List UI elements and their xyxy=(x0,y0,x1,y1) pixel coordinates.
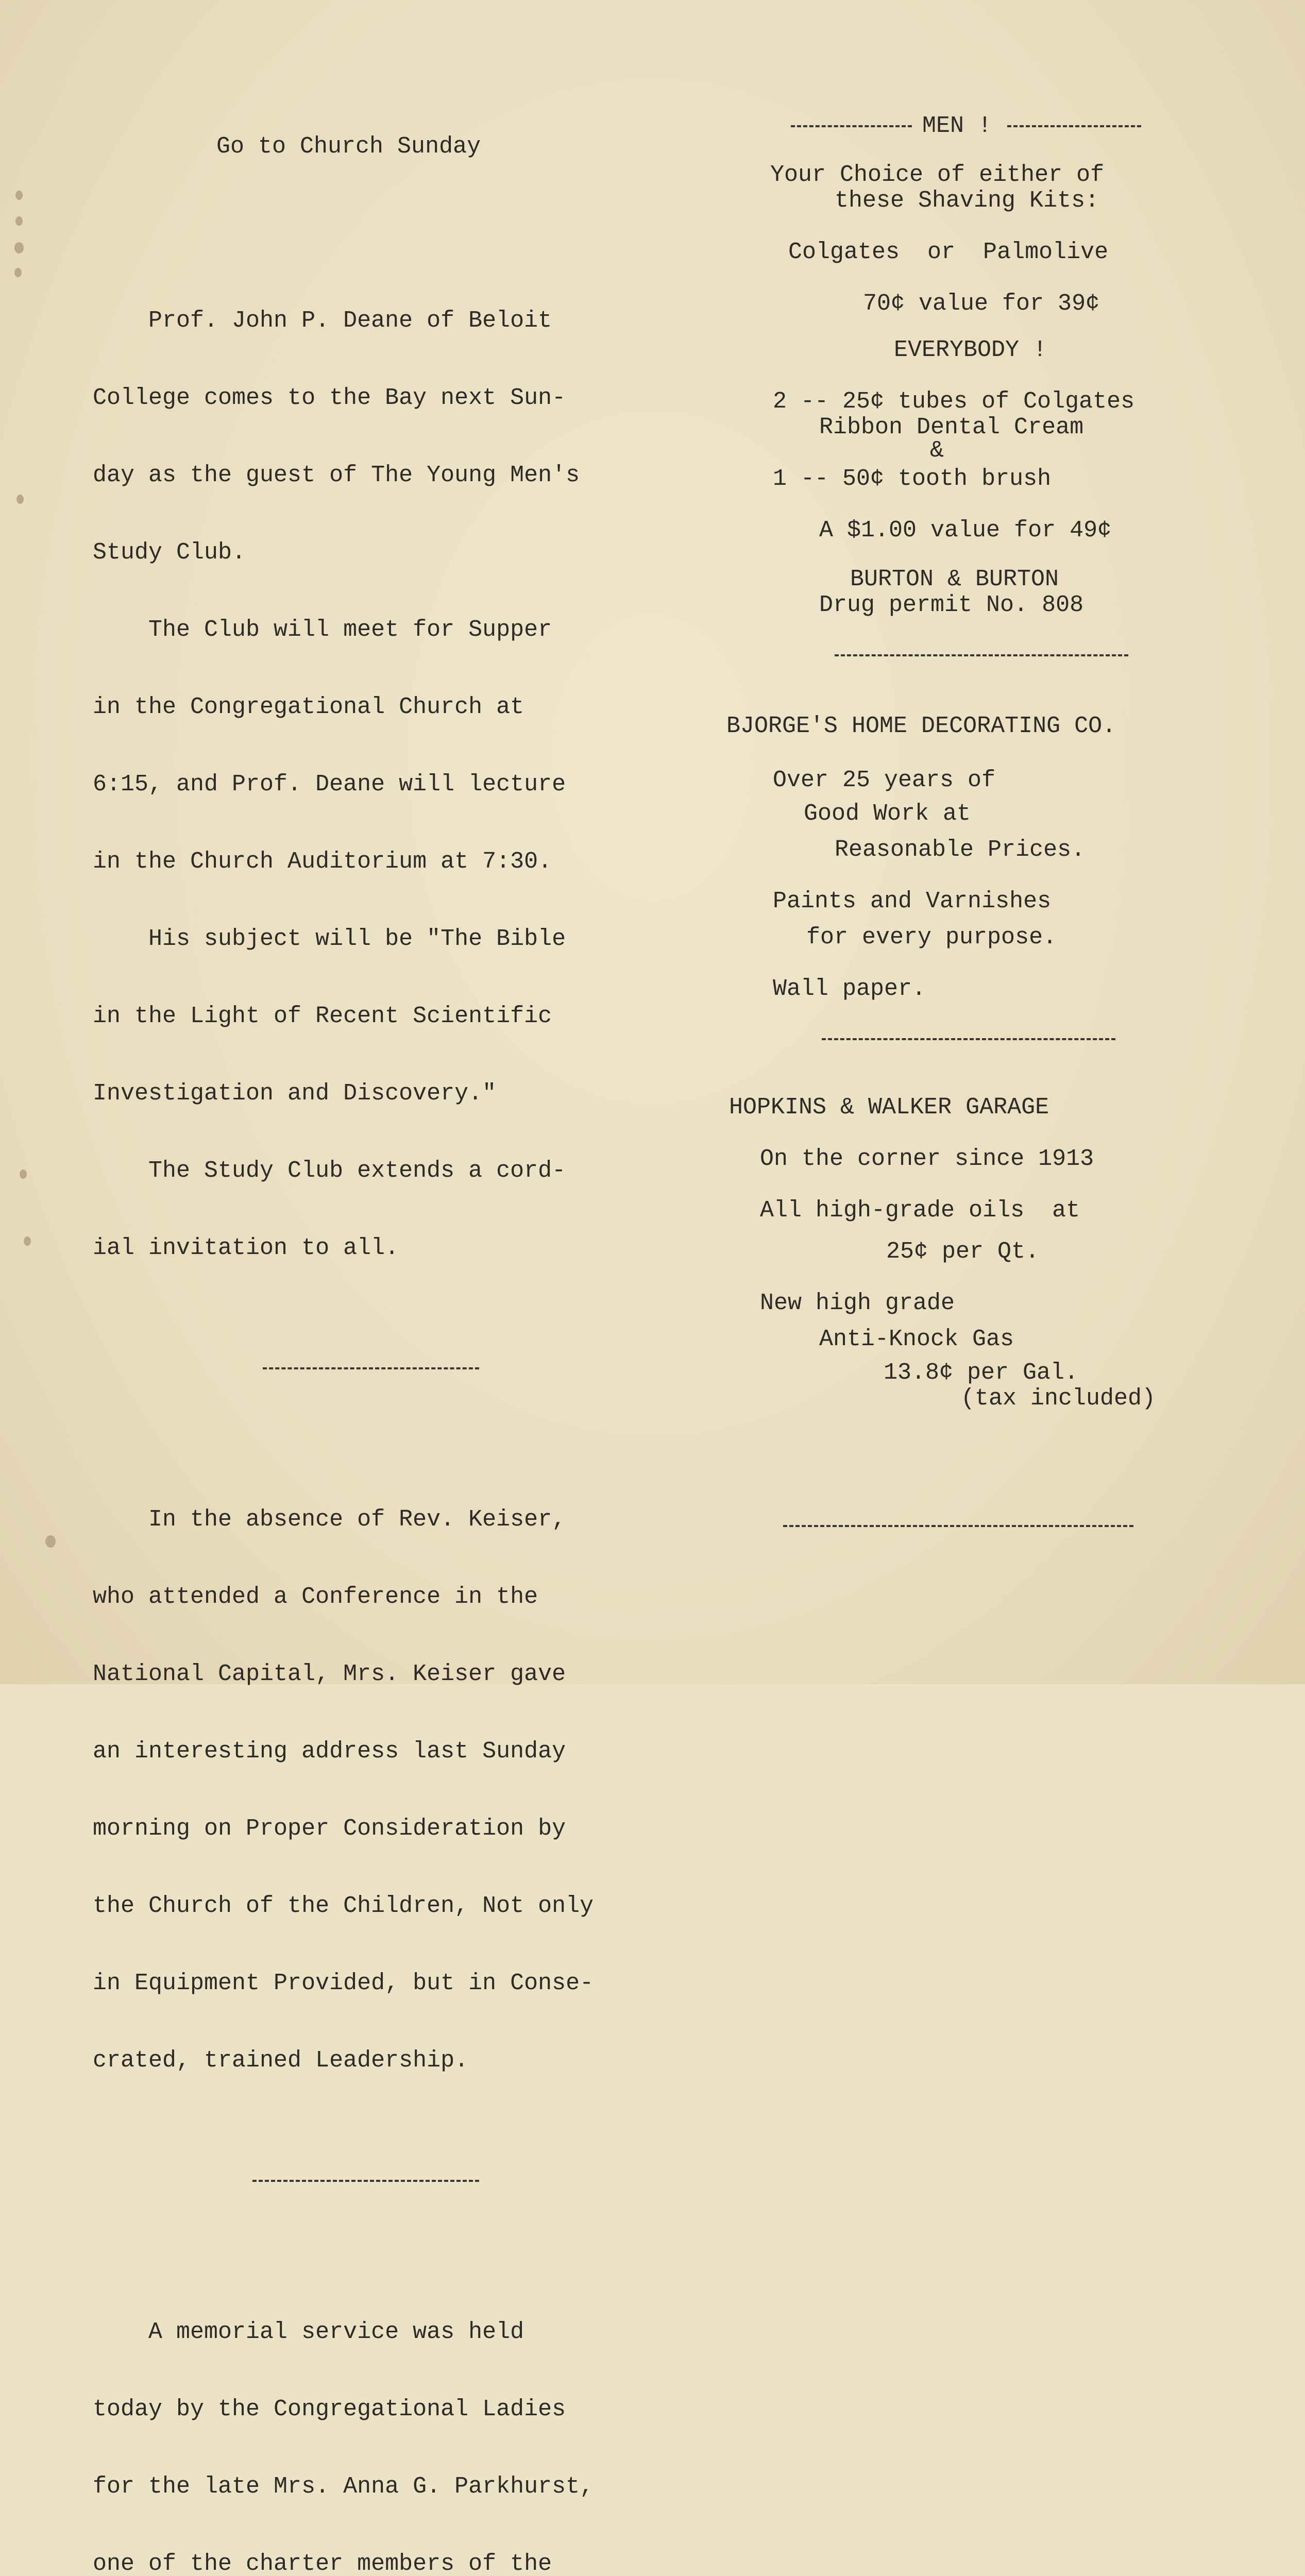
text-line: who attended a Conference in the xyxy=(93,1584,538,1610)
ad-price: A $1.00 value for 49¢ xyxy=(819,517,1112,544)
ad-text: New high grade xyxy=(760,1290,955,1316)
store-name: BJORGE'S HOME DECORATING CO. xyxy=(726,713,1116,739)
text-line: 6:15, and Prof. Deane will lecture xyxy=(93,771,566,798)
dashed-separator xyxy=(835,654,1128,658)
text-line: an interesting address last Sunday xyxy=(93,1738,566,1765)
ad-text: Reasonable Prices. xyxy=(835,837,1086,863)
text-line: today by the Congregational Ladies xyxy=(93,2396,566,2422)
text-line: The Club will meet for Supper xyxy=(93,617,552,643)
ad-text: On the corner since 1913 xyxy=(760,1146,1094,1172)
dashed-separator xyxy=(791,125,912,129)
ad-text: Drug permit No. 808 xyxy=(819,592,1084,618)
ad-text: 2 -- 25¢ tubes of Colgates xyxy=(773,388,1135,415)
dashed-separator xyxy=(783,1525,1133,1529)
ad-price: 13.8¢ per Gal. xyxy=(884,1360,1079,1386)
ad-text: All high-grade oils at xyxy=(760,1197,1080,1224)
text-line: His subject will be "The Bible xyxy=(93,926,566,952)
ad-text: Ribbon Dental Cream xyxy=(819,414,1084,440)
text-line: Study Club. xyxy=(93,539,246,566)
ad-headline: EVERYBODY ! xyxy=(894,337,1047,363)
text-line: in the Church Auditorium at 7:30. xyxy=(93,849,552,875)
ad-text: Paints and Varnishes xyxy=(773,888,1052,914)
text-line: National Capital, Mrs. Keiser gave xyxy=(93,1661,566,1687)
ad-text: Colgates or Palmolive xyxy=(788,239,1109,265)
ad-text: Over 25 years of xyxy=(773,767,996,793)
memorial-service-article xyxy=(93,2268,701,2576)
ad-text: Anti-Knock Gas xyxy=(819,1326,1014,1352)
store-name: BURTON & BURTON xyxy=(850,566,1059,592)
ad-text: (tax included) xyxy=(961,1385,1156,1412)
column-heading: Go to Church Sunday xyxy=(216,133,481,160)
ad-headline: MEN ! xyxy=(922,113,992,139)
text-line: for the late Mrs. Anna G. Parkhurst, xyxy=(93,2473,594,2500)
text-line: in Equipment Provided, but in Conse- xyxy=(93,1970,594,1996)
text-line: in the Light of Recent Scientific xyxy=(93,1003,552,1029)
ad-text: 1 -- 50¢ tooth brush xyxy=(773,466,1052,492)
ad-price: 25¢ per Qt. xyxy=(886,1239,1040,1265)
dashed-separator xyxy=(1007,125,1141,129)
text-line: one of the charter members of the xyxy=(93,2551,552,2576)
ad-price: 70¢ value for 39¢ xyxy=(863,291,1100,317)
text-line: day as the guest of The Young Men's xyxy=(93,462,580,488)
store-name: HOPKINS & WALKER GARAGE xyxy=(729,1094,1049,1121)
dashed-separator xyxy=(252,2180,479,2183)
ad-text: these Shaving Kits: xyxy=(835,188,1099,214)
text-line: A memorial service was held xyxy=(93,2319,524,2345)
text-line: Prof. John P. Deane of Beloit xyxy=(93,308,552,334)
text-line: ial invitation to all. xyxy=(93,1235,399,1261)
ad-text: Wall paper. xyxy=(773,976,926,1002)
ad-text: Your Choice of either of xyxy=(770,162,1105,188)
ad-text: Good Work at xyxy=(804,801,971,827)
ad-text: for every purpose. xyxy=(806,924,1057,951)
text-line: morning on Proper Consideration by xyxy=(93,1816,566,1842)
dashed-separator xyxy=(822,1038,1115,1042)
text-line: in the Congregational Church at xyxy=(93,694,524,720)
text-line: the Church of the Children, Not only xyxy=(93,1893,594,1919)
text-line: crated, trained Leadership. xyxy=(93,2047,469,2074)
text-line: The Study Club extends a cord- xyxy=(93,1158,566,1184)
ad-text: & xyxy=(930,437,944,464)
text-line: College comes to the Bay next Sun- xyxy=(93,385,566,411)
text-line: In the absence of Rev. Keiser, xyxy=(93,1506,566,1533)
text-line: Investigation and Discovery." xyxy=(93,1080,497,1107)
